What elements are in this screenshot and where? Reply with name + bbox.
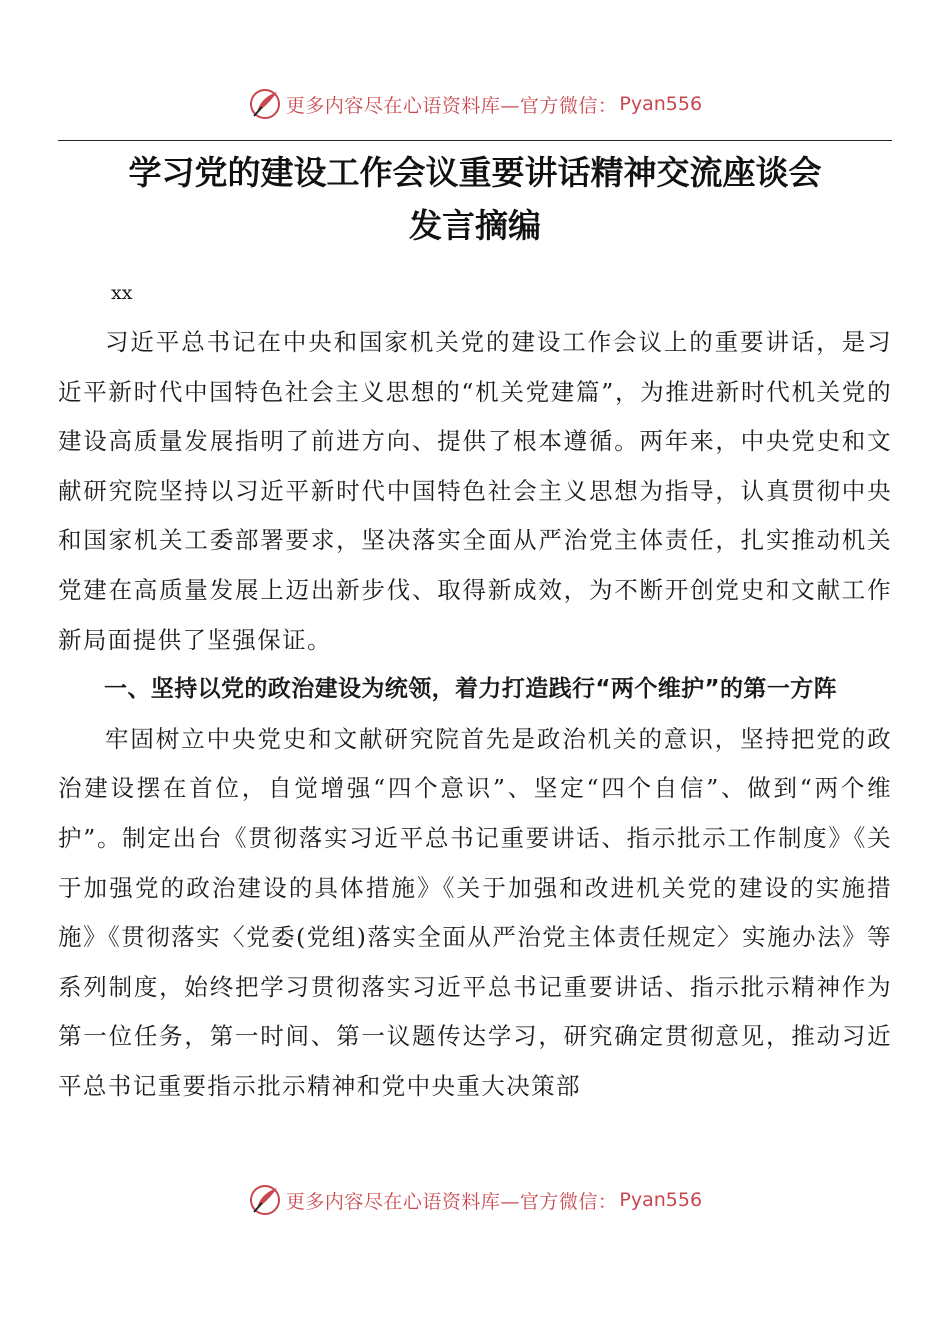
watermark-wechat-id: Pyan556 [619,1189,703,1211]
section-heading-1: 一、坚持以党的政治建设为统领，着力打造践行“两个维护”的第一方阵 [104,676,838,703]
title-line-2: 发言摘编 [409,206,541,245]
feather-logo-icon [248,87,282,121]
feather-logo-icon [248,1183,282,1217]
paragraph-intro: 习近平总书记在中央和国家机关党的建设工作会议上的重要讲话，是习近平新时代中国特色社会主义思想的“机关党建篇”，为推进新时代机关党的建设高质量发展指明了前进方向、提供了根本遵循。两年来，中央党史和文献研究院坚持以习近平新时代中国特色社会主义思想为指导，认真贯彻中央和国家机关工委部署要求，坚决落实全面从严治党主体责任，扎实推动机关党建在高质量发展上迈出新步伐、取得新成效，为不断开创党史和文献工作新局面提供了坚强保证。 [58,328,892,654]
watermark-wechat-id: Pyan556 [619,93,703,115]
document-body [58,318,892,1112]
watermark-text: 更多内容尽在心语资料库—官方微信： [285,1190,618,1213]
document-title [58,146,892,252]
header-rule [58,140,892,141]
watermark-header [0,84,950,124]
paragraph-section-1: 牢固树立中央党史和文献研究院首先是政治机关的意识，坚持把党的政治建设摆在首位，自觉增强“四个意识”、坚定“四个自信”、做到“两个维护”。制定出台《贯彻落实习近平总书记重要讲话、指示批示工作制度》《关于加强党的政治建设的具体措施》《关于加强和改进机关党的建设的实施措施》《贯彻落实〈党委(党组)落实全面从严治党主体责任规定〉实施办法》等系列制度，始终把学习贯彻落实习近平总书记重要讲话、指示批示精神作为第一位任务，第一时间、第一议题传达学习，研究确定贯彻意见，推动习近平总书记重要指示批示精神和党中央重大决策部 [58,724,892,1100]
watermark-text: 更多内容尽在心语资料库—官方微信： [285,94,618,117]
title-line-1: 学习党的建设工作会议重要讲话精神交流座谈会 [128,153,822,192]
watermark-footer [0,1180,950,1220]
author: xx [111,282,133,304]
